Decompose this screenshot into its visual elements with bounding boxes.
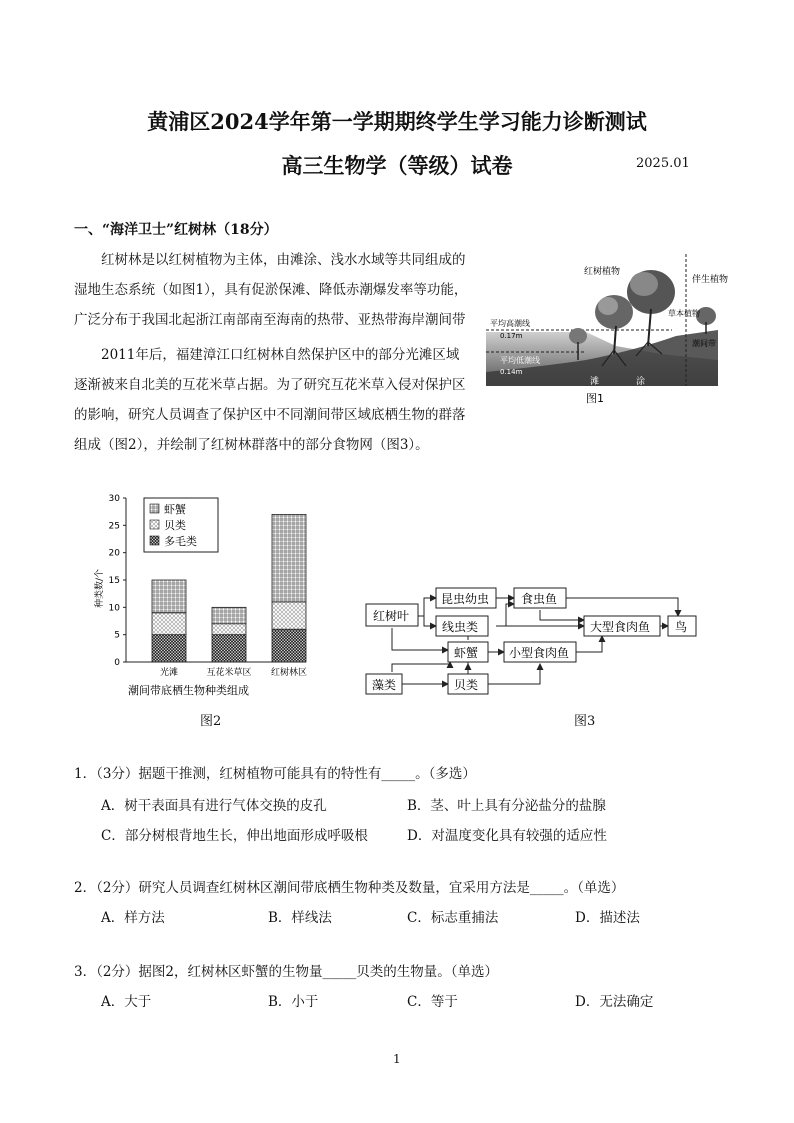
legend-swatch (150, 504, 159, 513)
chart-bar-segment (152, 635, 186, 662)
question-3-option-a[interactable]: A．大于 (101, 994, 152, 1010)
exam-title: 黄浦区2024学年第一学期期终学生学习能力诊断测试 (147, 109, 647, 134)
chart-y-tick-label: 20 (108, 548, 120, 559)
chart-bar-segment (272, 602, 306, 629)
text-line: 组成（图2），并绘制了红树林群落中的部分食物网（图3）。 (74, 437, 429, 453)
figure-1-caption: 图1 (586, 392, 604, 405)
chart-x-tick-label: 红树林区 (270, 668, 308, 678)
svg-text:红树叶: 红树叶 (373, 609, 410, 623)
chart-title: 潮间带底栖生物种类组成 (128, 684, 249, 697)
text-line: 广泛分布于我国北起浙江南部南至海南的热带、亚热带海岸潮间带 (74, 312, 466, 328)
chart-y-tick-label: 30 (108, 494, 120, 504)
exam-subtitle: 高三生物学（等级）试卷 (281, 153, 513, 178)
chart-y-label: 种类数/个 (95, 568, 105, 608)
question-1-option-d[interactable]: D．对温度变化具有较强的适应性 (407, 828, 607, 844)
chart-bar-segment (152, 580, 186, 613)
legend-swatch (150, 520, 159, 529)
label-flat-2: 涂 (636, 377, 646, 387)
figure-3-food-web (362, 580, 702, 700)
chart-y-tick-label: 0 (114, 658, 120, 668)
question-2-option-c[interactable]: C．标志重捕法 (407, 910, 499, 926)
node-small-fish (504, 642, 576, 662)
question-3-stem: 3．（2分）据图2，红树林区虾蟹的生物量_____贝类的生物量。（单选） (74, 964, 499, 980)
question-3-option-c[interactable]: C．等于 (407, 994, 458, 1010)
svg-text:虾蟹: 虾蟹 (454, 646, 479, 660)
chart-y-tick-label: 10 (108, 603, 120, 614)
svg-text:贝类: 贝类 (454, 678, 479, 692)
chart-y-tick-label: 25 (108, 521, 120, 532)
intro-paragraph-2 (74, 340, 479, 460)
node-large-fish (584, 616, 660, 636)
node-algae (366, 674, 402, 694)
label-herb: 草本植物 (668, 309, 700, 318)
chart-y-tick-label: 5 (114, 630, 120, 641)
question-3-option-d[interactable]: D．无法确定 (575, 994, 654, 1010)
legend-label: 虾蟹 (164, 503, 186, 516)
text-line: 的影响，研究人员调查了保护区中不同潮间带区域底栖生物的群落 (74, 407, 466, 423)
label-companion: 伴生植物 (692, 275, 729, 285)
food-web-arrows (392, 598, 678, 684)
chart-bar-segment (272, 514, 306, 601)
question-1-option-a[interactable]: A．树干表面具有进行气体交换的皮孔 (101, 798, 327, 814)
question-3-option-b[interactable]: B．小于 (268, 994, 319, 1010)
legend-swatch (150, 536, 159, 545)
question-2-stem: 2．（2分）研究人员调查红树林区潮间带底栖生物种类及数量，宜采用方法是_____。（单选） (74, 880, 625, 896)
svg-text:小型食肉鱼: 小型食肉鱼 (509, 646, 570, 660)
svg-text:线虫类: 线虫类 (442, 620, 479, 634)
figure-1-mangrove-diagram (486, 254, 729, 406)
node-bird (668, 616, 696, 636)
page-number: 1 (393, 1052, 401, 1066)
label-mangrove: 红树植物 (584, 267, 621, 277)
chart-x-tick-label: 互花米草区 (206, 668, 252, 678)
svg-text:大型食肉鱼: 大型食肉鱼 (590, 620, 651, 634)
svg-text:昆虫幼虫: 昆虫幼虫 (441, 592, 490, 606)
chart-bar-segment (212, 635, 246, 662)
node-mangrove-leaf (366, 604, 418, 626)
svg-text:食虫鱼: 食虫鱼 (521, 592, 558, 606)
label-low-tide: 平均低潮线 (500, 356, 540, 365)
question-2-option-b[interactable]: B．样线法 (268, 910, 332, 926)
node-shrimp-crab (448, 642, 488, 662)
chart-bar-segment (152, 613, 186, 635)
question-1-stem: 1．（3分）据题干推测，红树植物可能具有的特性有_____。（多选） (74, 766, 476, 782)
label-high-tide: 平均高潮线 (490, 319, 530, 328)
chart-bar-segment (212, 624, 246, 635)
chart-bar-segment (212, 607, 246, 623)
legend-label: 贝类 (164, 519, 186, 532)
question-1-option-b[interactable]: B．茎、叶上具有分泌盐分的盐腺 (407, 798, 606, 814)
svg-text:鸟: 鸟 (675, 620, 688, 634)
label-intertidal: 潮间带 (692, 339, 716, 348)
node-insect-larva (436, 588, 496, 608)
figure-2-caption: 图2 (200, 714, 222, 729)
question-2-option-d[interactable]: D．描述法 (575, 910, 640, 926)
section-heading: 一、“海洋卫士”红树林（18分） (74, 222, 278, 238)
node-nematode (436, 616, 488, 636)
figure-3-caption: 图3 (574, 714, 596, 729)
svg-text:藻类: 藻类 (372, 678, 397, 692)
chart-y-tick-label: 15 (108, 576, 120, 586)
intro-paragraph-1 (74, 245, 479, 335)
question-1-option-c[interactable]: C．部分树根背地生长，伸出地面形成呼吸根 (101, 828, 368, 844)
label-high-value: 0.17m (500, 332, 523, 340)
question-2-option-a[interactable]: A．样方法 (101, 910, 165, 926)
text-line: 逐渐被来自北美的互花米草占据。为了研究互花米草入侵对保护区 (74, 377, 466, 393)
node-insectivore-fish (514, 588, 566, 608)
figure-2-chart (88, 490, 320, 705)
text-line: 湿地生态系统（如图1），具有促淤保滩、降低赤潮爆发率等功能， (74, 282, 468, 298)
chart-bar-segment (272, 629, 306, 662)
legend-label: 多毛类 (164, 535, 197, 548)
text-line: 红树林是以红树植物为主体，由滩涂、浅水水域等共同组成的 (101, 252, 466, 268)
label-flat-1: 滩 (590, 377, 600, 387)
exam-date: 2025.01 (636, 156, 690, 171)
label-low-value: 0.14m (500, 368, 523, 376)
node-shellfish (448, 674, 488, 694)
chart-x-tick-label: 光滩 (159, 668, 179, 678)
text-line: 2011年后，福建漳江口红树林自然保护区中的部分光滩区域 (101, 347, 460, 363)
